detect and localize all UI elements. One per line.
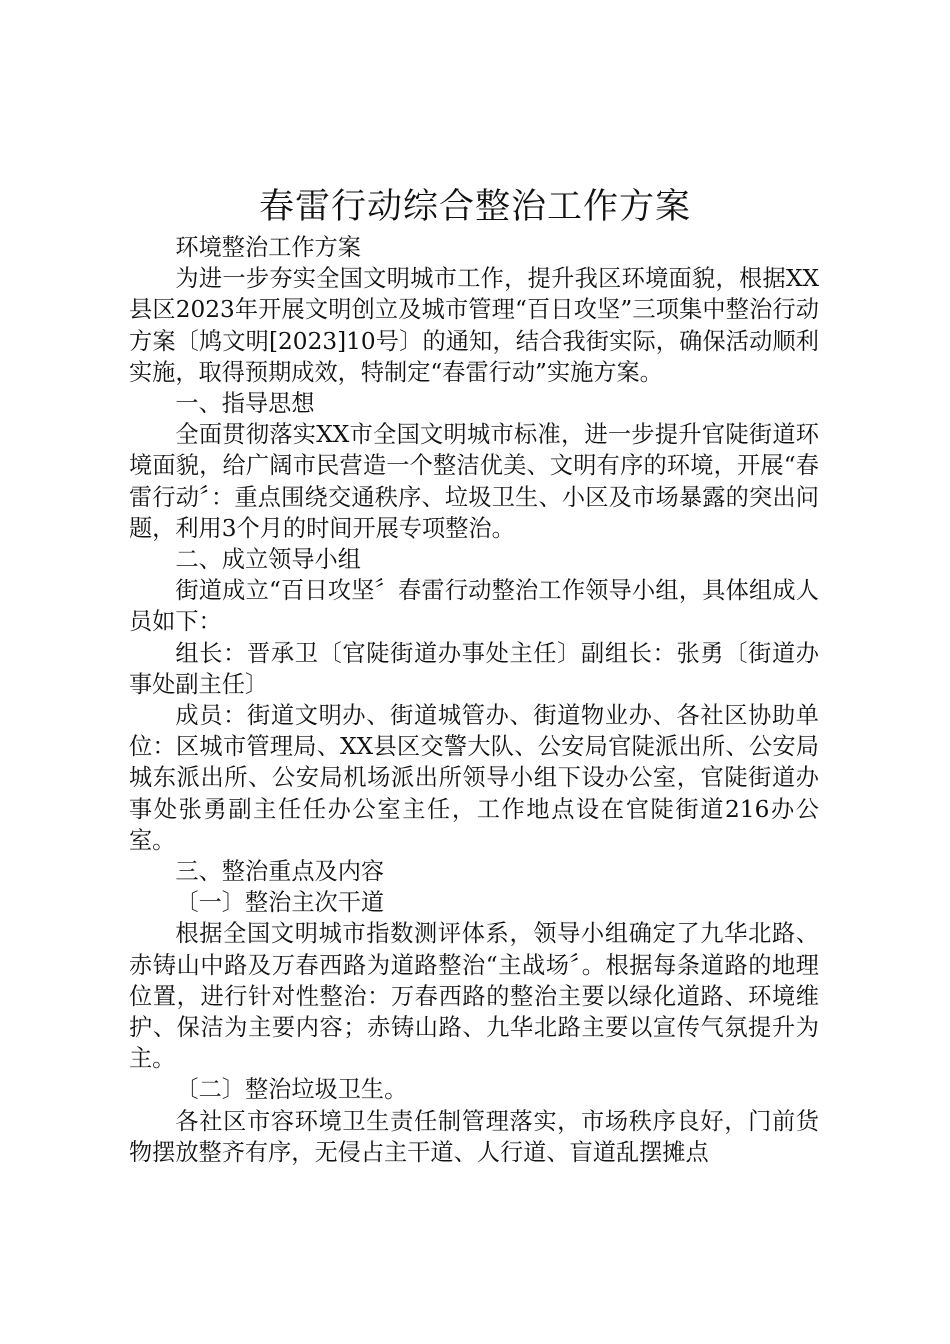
paragraph-garbage-sanitation: 各社区市容环境卫生责任制管理落实，市场秩序良好，门前货物摆放整齐有序，无侵占主干道、人行道、盲道乱摆摊点: [129, 1107, 819, 1166]
paragraph-main-roads: 根据全国文明城市指数测评体系，领导小组确定了九华北路、赤铸山中路及万春西路为道路整治“主战场〞。根据每条道路的地理位置，进行针对性整治：万春西路的整治主要以绿化道路、环境维护、保洁为主要内容；赤铸山路、九华北路主要以宣传气氛提升为主。: [129, 920, 819, 1073]
subheading-main-roads: 〔一〕整治主次干道: [175, 889, 385, 917]
paragraph-intro: 为进一步夯实全国文明城市工作，提升我区环境面貌，根据XX县区2023年开展文明创立及城市管理“百日攻坚”三项集中整治行动方案〔鸠文明[2023]10号〕的通知，结合我街实际，确保活动顺利实施，取得预期成效，特制定“春雷行动”实施方案。: [129, 265, 819, 386]
paragraph-group-leaders: 组长：晋承卫〔官陡街道办事处主任〕副组长：张勇〔街道办事处副主任〕: [129, 639, 819, 698]
paragraph-subtitle: 环境整治工作方案: [175, 234, 361, 261]
heading-guiding-ideology: 一、指导思想: [175, 390, 315, 418]
paragraph-guiding-ideology: 全面贯彻落实XX市全国文明城市标准，进一步提升官陡街道环境面貌，给广阔市民营造一个整洁优美、文明有序的环境，开展“春雷行动〞：重点围绕交通秩序、垃圾卫生、小区及市场暴露的突出问题，利用3个月的时间开展专项整治。: [129, 421, 819, 542]
paragraph-leadership-group: 街道成立“百日攻坚〞春雷行动整治工作领导小组，具体组成人员如下：: [129, 577, 819, 636]
heading-leadership-group: 二、成立领导小组: [175, 546, 361, 574]
document-title: 春雷行动综合整治工作方案: [258, 187, 691, 227]
heading-key-points: 三、整治重点及内容: [175, 858, 385, 886]
paragraph-group-members: 成员：街道文明办、街道城管办、街道物业办、各社区协助单位：区城市管理局、XX县区交警大队、公安局官陡派出所、公安局城东派出所、公安局机场派出所领导小组下设办公室，官陡街道办事处张勇副主任任办公室主任，工作地点设在官陡街道216办公室。: [129, 702, 819, 854]
document-body: [129, 232, 819, 1168]
subheading-garbage-sanitation: 〔二〕整治垃圾卫生。: [175, 1076, 408, 1104]
